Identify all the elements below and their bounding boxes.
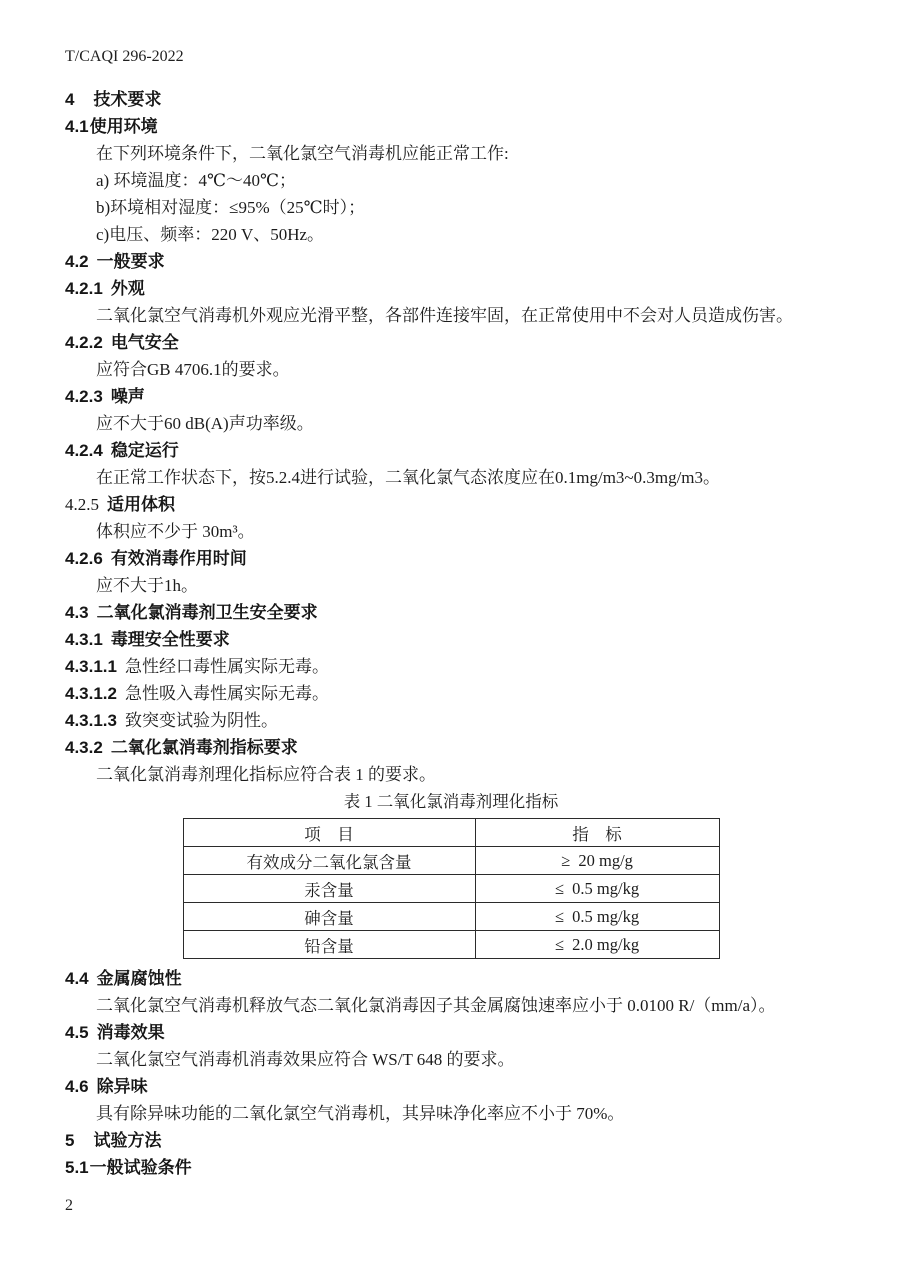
heading-title: 技术要求 [93, 90, 162, 109]
table1-row1-value: ≥ 20 mg/g [475, 847, 719, 875]
heading-number: 4.2.5 [65, 495, 99, 514]
document-body [65, 86, 837, 1181]
heading-number: 4.3.1.2 [65, 684, 117, 703]
section-heading-4-1 [65, 113, 837, 140]
section-heading-4-2-6 [65, 545, 837, 572]
heading-number: 4.3.1.3 [65, 711, 117, 730]
table-row [183, 847, 719, 875]
heading-title: 致突变试验为阴性。 [125, 711, 278, 730]
table1-row4-value: ≤ 2.0 mg/kg [475, 931, 719, 959]
paragraph-electric-safety: 应符合GB 4706.1的要求。 [96, 360, 290, 379]
section-heading-4-3-1-2 [65, 680, 837, 707]
section-heading-4-5 [65, 1019, 837, 1046]
list-item-a: a) 环境温度：4℃～40℃； [96, 171, 296, 190]
paragraph-table-reference: 二氧化氯消毒剂理化指标应符合表 1 的要求。 [96, 765, 436, 784]
heading-title: 消毒效果 [96, 1023, 165, 1042]
heading-title: 二氧化氯消毒剂卫生安全要求 [96, 603, 318, 622]
list-item-c: c)电压、频率：220 V、50Hz。 [96, 225, 325, 244]
heading-number: 4 [65, 90, 75, 109]
heading-number: 4.2.2 [65, 333, 103, 352]
section-heading-4-3-1 [65, 626, 837, 653]
paragraph-disinfect-effect: 二氧化氯空气消毒机消毒效果应符合 WS/T 648 的要求。 [96, 1050, 515, 1069]
table1-header-value: 指 标 [475, 819, 719, 847]
heading-title: 急性经口毒性属实际无毒。 [125, 657, 329, 676]
table1-row3-value: ≤ 0.5 mg/kg [475, 903, 719, 931]
heading-title: 金属腐蚀性 [96, 969, 182, 988]
section-heading-4-2 [65, 248, 837, 275]
heading-number: 4.3 [65, 603, 89, 622]
heading-title: 毒理安全性要求 [110, 630, 230, 649]
table1-row3-item: 砷含量 [183, 903, 475, 931]
table1-row1-item: 有效成分二氧化氯含量 [183, 847, 475, 875]
heading-title: 一般试验条件 [89, 1158, 192, 1177]
table1-row4-item: 铅含量 [183, 931, 475, 959]
table1-row2-item: 汞含量 [183, 875, 475, 903]
heading-title: 有效消毒作用时间 [110, 549, 247, 568]
paragraph-stable-run: 在正常工作状态下，按5.2.4进行试验，二氧化氯气态浓度应在0.1mg/m3~0.3mg/m3。 [96, 468, 721, 487]
heading-title: 试验方法 [93, 1131, 162, 1150]
section-heading-4-3-1-3 [65, 707, 837, 734]
section-heading-4-2-1 [65, 275, 837, 302]
section-heading-4 [65, 86, 837, 113]
heading-title: 二氧化氯消毒剂指标要求 [110, 738, 298, 757]
heading-number: 4.2.6 [65, 549, 103, 568]
heading-title: 外观 [110, 279, 145, 298]
heading-number: 5 [65, 1131, 75, 1150]
section-heading-4-3-2 [65, 734, 837, 761]
heading-number: 4.6 [65, 1077, 89, 1096]
heading-number: 4.3.1.1 [65, 657, 117, 676]
paragraph-volume: 体积应不少于 30m³。 [96, 522, 255, 541]
table-row [183, 875, 719, 903]
paragraph-noise: 应不大于60 dB(A)声功率级。 [96, 414, 314, 433]
list-item-b: b)环境相对湿度：≤95%（25℃时）； [96, 198, 366, 217]
heading-number: 4.2 [65, 252, 89, 271]
section-heading-4-2-4 [65, 437, 837, 464]
section-heading-4-3-1-1 [65, 653, 837, 680]
table1-header-row [183, 819, 719, 847]
heading-title: 电气安全 [110, 333, 179, 352]
heading-title: 一般要求 [96, 252, 165, 271]
heading-number: 4.2.1 [65, 279, 103, 298]
table1-header-item: 项 目 [183, 819, 475, 847]
heading-title: 稳定运行 [110, 441, 179, 460]
heading-number: 4.4 [65, 969, 89, 988]
heading-number: 4.5 [65, 1023, 89, 1042]
heading-number: 4.1 [65, 117, 89, 136]
heading-number: 4.2.4 [65, 441, 103, 460]
heading-number: 4.3.2 [65, 738, 103, 757]
heading-title: 噪声 [110, 387, 145, 406]
section-heading-4-3 [65, 599, 837, 626]
paragraph-appearance: 二氧化氯空气消毒机外观应光滑平整，各部件连接牢固，在正常使用中不会对人员造成伤害。 [96, 306, 793, 325]
table1-caption: 表 1 二氧化氯消毒剂理化指标 [343, 792, 559, 811]
paragraph-odor-removal: 具有除异味功能的二氧化氯空气消毒机，其异味净化率应不小于 70%。 [96, 1104, 625, 1123]
table-row [183, 931, 719, 959]
table1-row2-value: ≤ 0.5 mg/kg [475, 875, 719, 903]
section-heading-4-2-3 [65, 383, 837, 410]
section-heading-4-2-5 [65, 491, 837, 518]
document-code-header: T/CAQI 296-2022 [65, 48, 184, 65]
table1-physicochemical-indicators [183, 818, 720, 959]
paragraph-usage-env-intro: 在下列环境条件下，二氧化氯空气消毒机应能正常工作: [96, 144, 509, 163]
heading-title: 除异味 [96, 1077, 148, 1096]
heading-number: 4.3.1 [65, 630, 103, 649]
section-heading-4-2-2 [65, 329, 837, 356]
paragraph-metal-corrosion: 二氧化氯空气消毒机释放气态二氧化氯消毒因子其金属腐蚀速率应小于 0.0100 R/（mm/a）。 [96, 996, 776, 1015]
heading-title: 使用环境 [89, 117, 158, 136]
table-row [183, 903, 719, 931]
section-heading-4-6 [65, 1073, 837, 1100]
page-number: 2 [65, 1197, 73, 1214]
heading-title: 适用体积 [107, 495, 175, 514]
heading-title: 急性吸入毒性属实际无毒。 [125, 684, 329, 703]
paragraph-disinfect-time: 应不大于1h。 [96, 576, 198, 595]
section-heading-5 [65, 1127, 837, 1154]
section-heading-5-1 [65, 1154, 837, 1181]
heading-number: 5.1 [65, 1158, 89, 1177]
section-heading-4-4 [65, 965, 837, 992]
heading-number: 4.2.3 [65, 387, 103, 406]
